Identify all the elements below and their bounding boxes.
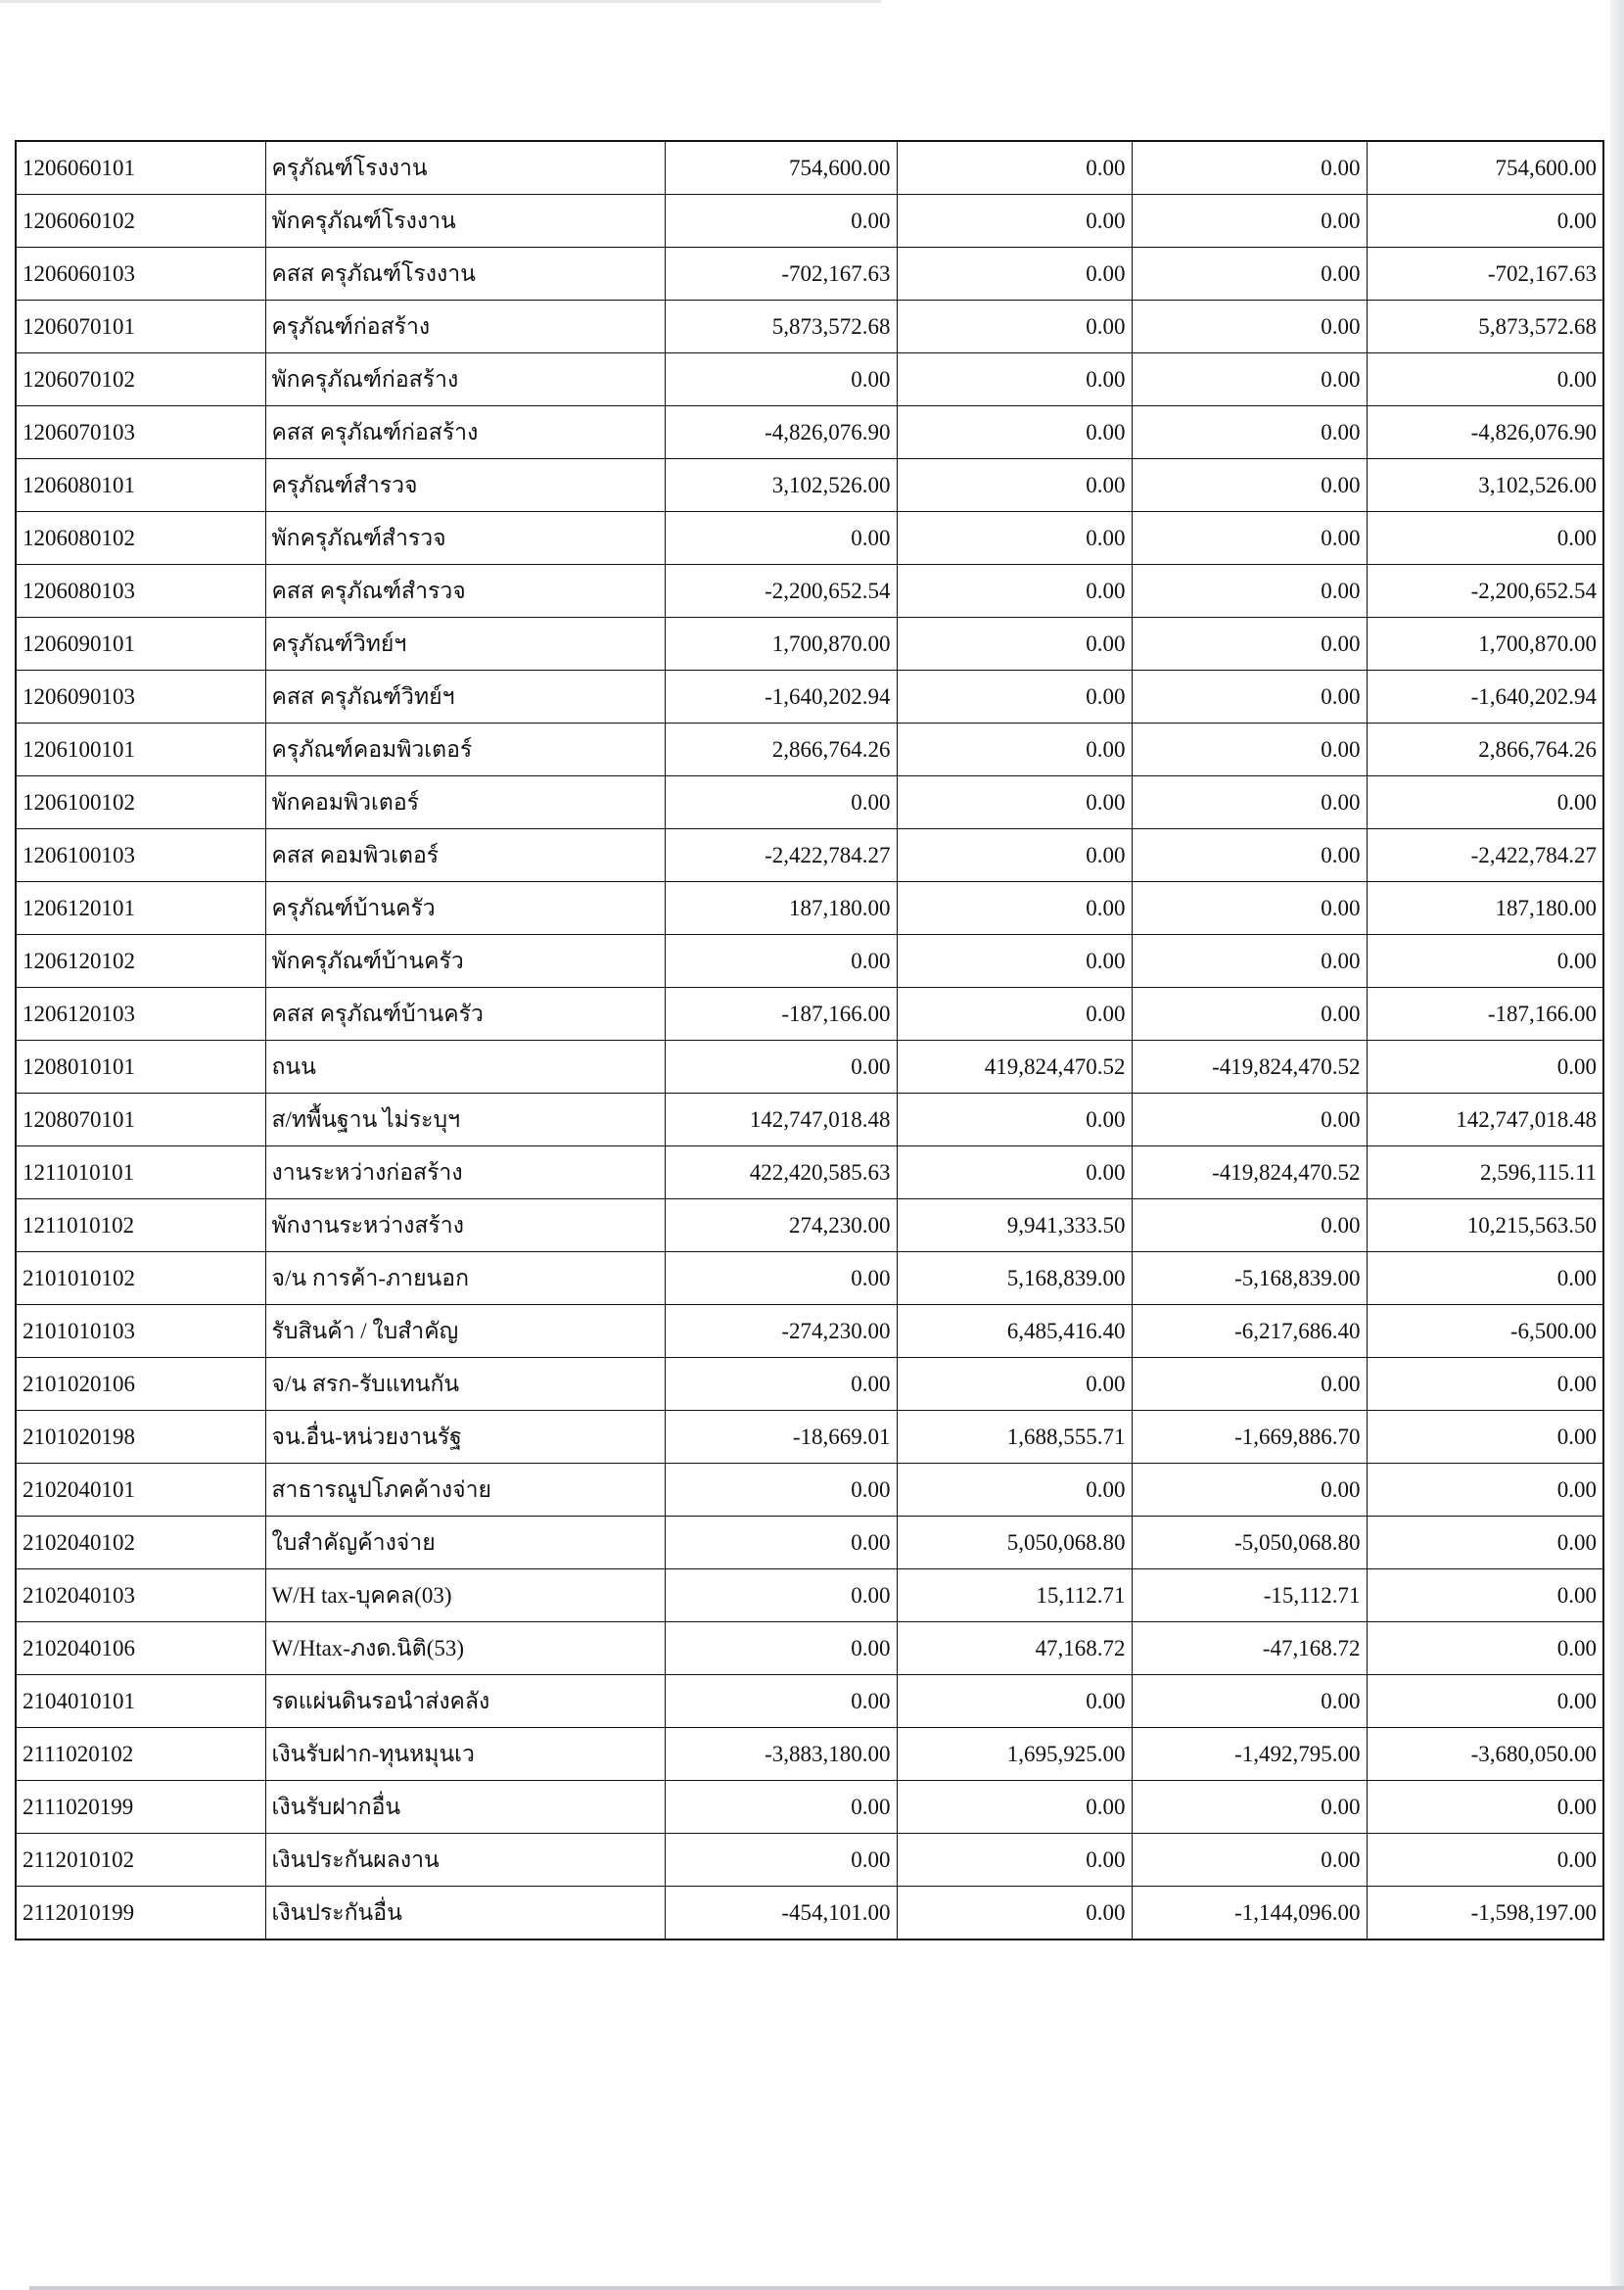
credit-cell: 0.00 — [1132, 671, 1367, 724]
credit-cell: 0.00 — [1132, 141, 1367, 195]
debit-cell: 9,941,333.50 — [897, 1199, 1132, 1252]
account-code-cell: 2102040103 — [16, 1569, 265, 1622]
table-row — [16, 1464, 1603, 1517]
debit-cell: 0.00 — [897, 882, 1132, 935]
table-row — [16, 1834, 1603, 1887]
ledger-table-body — [16, 141, 1603, 1939]
account-name-cell: รดแผ่นดินรอนำส่งคลัง — [265, 1675, 665, 1728]
ledger-table — [15, 140, 1604, 1940]
opening-balance-cell: -1,640,202.94 — [665, 671, 897, 724]
account-code-cell: 2111020102 — [16, 1728, 265, 1781]
credit-cell: -5,050,068.80 — [1132, 1517, 1367, 1569]
opening-balance-cell: 0.00 — [665, 1781, 897, 1834]
account-name-cell: พักครุภัณฑ์บ้านครัว — [265, 935, 665, 988]
table-row — [16, 1358, 1603, 1411]
table-row — [16, 618, 1603, 671]
opening-balance-cell: 3,102,526.00 — [665, 459, 897, 512]
closing-balance-cell: 1,700,870.00 — [1367, 618, 1603, 671]
account-code-cell: 1206100102 — [16, 776, 265, 829]
account-code-cell: 1206100103 — [16, 829, 265, 882]
opening-balance-cell: -2,422,784.27 — [665, 829, 897, 882]
account-code-cell: 1206070103 — [16, 406, 265, 459]
account-name-cell: พักครุภัณฑ์โรงงาน — [265, 195, 665, 248]
credit-cell: -419,824,470.52 — [1132, 1041, 1367, 1094]
account-code-cell: 1206080102 — [16, 512, 265, 565]
credit-cell: 0.00 — [1132, 1094, 1367, 1146]
account-code-cell: 2101010102 — [16, 1252, 265, 1305]
account-name-cell: คสส ครุภัณฑ์สำรวจ — [265, 565, 665, 618]
account-name-cell: พักครุภัณฑ์สำรวจ — [265, 512, 665, 565]
credit-cell: 0.00 — [1132, 724, 1367, 776]
credit-cell: 0.00 — [1132, 618, 1367, 671]
account-code-cell: 1206120102 — [16, 935, 265, 988]
debit-cell: 0.00 — [897, 724, 1132, 776]
table-row — [16, 935, 1603, 988]
debit-cell: 6,485,416.40 — [897, 1305, 1132, 1358]
account-name-cell: จ/น สรก-รับแทนกัน — [265, 1358, 665, 1411]
account-name-cell: ถนน — [265, 1041, 665, 1094]
closing-balance-cell: -3,680,050.00 — [1367, 1728, 1603, 1781]
account-code-cell: 2101020106 — [16, 1358, 265, 1411]
closing-balance-cell: -4,826,076.90 — [1367, 406, 1603, 459]
opening-balance-cell: 2,866,764.26 — [665, 724, 897, 776]
table-row — [16, 724, 1603, 776]
closing-balance-cell: 0.00 — [1367, 1675, 1603, 1728]
table-row — [16, 1781, 1603, 1834]
debit-cell: 0.00 — [897, 935, 1132, 988]
table-row — [16, 1305, 1603, 1358]
account-name-cell: สาธารณูปโภคค้างจ่าย — [265, 1464, 665, 1517]
opening-balance-cell: 5,873,572.68 — [665, 301, 897, 353]
account-name-cell: W/Htax-ภงด.นิติ(53) — [265, 1622, 665, 1675]
closing-balance-cell: 0.00 — [1367, 195, 1603, 248]
opening-balance-cell: 274,230.00 — [665, 1199, 897, 1252]
table-row — [16, 988, 1603, 1041]
opening-balance-cell: 754,600.00 — [665, 141, 897, 195]
opening-balance-cell: 0.00 — [665, 1358, 897, 1411]
account-code-cell: 2104010101 — [16, 1675, 265, 1728]
closing-balance-cell: 5,873,572.68 — [1367, 301, 1603, 353]
debit-cell: 0.00 — [897, 1675, 1132, 1728]
debit-cell: 0.00 — [897, 1834, 1132, 1887]
credit-cell: 0.00 — [1132, 935, 1367, 988]
opening-balance-cell: 187,180.00 — [665, 882, 897, 935]
account-name-cell: จ/น การค้า-ภายนอก — [265, 1252, 665, 1305]
table-row — [16, 1728, 1603, 1781]
closing-balance-cell: -702,167.63 — [1367, 248, 1603, 301]
account-code-cell: 1206060103 — [16, 248, 265, 301]
account-name-cell: คสส ครุภัณฑ์วิทย์ฯ — [265, 671, 665, 724]
table-row — [16, 1146, 1603, 1199]
debit-cell: 0.00 — [897, 776, 1132, 829]
account-name-cell: ครุภัณฑ์ก่อสร้าง — [265, 301, 665, 353]
debit-cell: 0.00 — [897, 618, 1132, 671]
account-code-cell: 1206100101 — [16, 724, 265, 776]
table-row — [16, 512, 1603, 565]
table-row — [16, 141, 1603, 195]
account-name-cell: คสส คอมพิวเตอร์ — [265, 829, 665, 882]
table-row — [16, 248, 1603, 301]
account-code-cell: 2101010103 — [16, 1305, 265, 1358]
table-row — [16, 829, 1603, 882]
debit-cell: 1,695,925.00 — [897, 1728, 1132, 1781]
table-row — [16, 195, 1603, 248]
debit-cell: 419,824,470.52 — [897, 1041, 1132, 1094]
credit-cell: 0.00 — [1132, 459, 1367, 512]
account-code-cell: 1206080101 — [16, 459, 265, 512]
account-code-cell: 2111020199 — [16, 1781, 265, 1834]
opening-balance-cell: 0.00 — [665, 1517, 897, 1569]
credit-cell: 0.00 — [1132, 829, 1367, 882]
closing-balance-cell: -2,422,784.27 — [1367, 829, 1603, 882]
debit-cell: 1,688,555.71 — [897, 1411, 1132, 1464]
account-code-cell: 1208010101 — [16, 1041, 265, 1094]
credit-cell: 0.00 — [1132, 565, 1367, 618]
closing-balance-cell: 2,596,115.11 — [1367, 1146, 1603, 1199]
debit-cell: 0.00 — [897, 406, 1132, 459]
closing-balance-cell: 0.00 — [1367, 1358, 1603, 1411]
table-row — [16, 1622, 1603, 1675]
closing-balance-cell: 0.00 — [1367, 353, 1603, 406]
opening-balance-cell: 0.00 — [665, 776, 897, 829]
credit-cell: 0.00 — [1132, 988, 1367, 1041]
credit-cell: 0.00 — [1132, 248, 1367, 301]
opening-balance-cell: -454,101.00 — [665, 1887, 897, 1940]
account-name-cell: ครุภัณฑ์โรงงาน — [265, 141, 665, 195]
opening-balance-cell: 0.00 — [665, 1464, 897, 1517]
credit-cell: -47,168.72 — [1132, 1622, 1367, 1675]
account-name-cell: ส/ทพื้นฐาน ไม่ระบุฯ — [265, 1094, 665, 1146]
account-name-cell: พักงานระหว่างสร้าง — [265, 1199, 665, 1252]
account-name-cell: พักครุภัณฑ์ก่อสร้าง — [265, 353, 665, 406]
opening-balance-cell: 0.00 — [665, 1834, 897, 1887]
credit-cell: 0.00 — [1132, 1675, 1367, 1728]
credit-cell: -1,144,096.00 — [1132, 1887, 1367, 1940]
credit-cell: 0.00 — [1132, 1781, 1367, 1834]
table-row — [16, 882, 1603, 935]
debit-cell: 0.00 — [897, 512, 1132, 565]
credit-cell: -6,217,686.40 — [1132, 1305, 1367, 1358]
account-name-cell: ครุภัณฑ์สำรวจ — [265, 459, 665, 512]
opening-balance-cell: -18,669.01 — [665, 1411, 897, 1464]
debit-cell: 0.00 — [897, 248, 1132, 301]
table-row — [16, 1199, 1603, 1252]
closing-balance-cell: 0.00 — [1367, 1569, 1603, 1622]
account-code-cell: 2101020198 — [16, 1411, 265, 1464]
opening-balance-cell: -4,826,076.90 — [665, 406, 897, 459]
account-code-cell: 1211010102 — [16, 1199, 265, 1252]
scan-edge-right — [1610, 0, 1624, 2290]
account-code-cell: 1206070102 — [16, 353, 265, 406]
closing-balance-cell: -6,500.00 — [1367, 1305, 1603, 1358]
account-name-cell: รับสินค้า / ใบสำคัญ — [265, 1305, 665, 1358]
table-row — [16, 671, 1603, 724]
closing-balance-cell: -187,166.00 — [1367, 988, 1603, 1041]
table-row — [16, 353, 1603, 406]
account-code-cell: 2102040106 — [16, 1622, 265, 1675]
opening-balance-cell: 0.00 — [665, 935, 897, 988]
credit-cell: -15,112.71 — [1132, 1569, 1367, 1622]
opening-balance-cell: -274,230.00 — [665, 1305, 897, 1358]
account-code-cell: 2102040102 — [16, 1517, 265, 1569]
opening-balance-cell: 0.00 — [665, 1041, 897, 1094]
table-row — [16, 406, 1603, 459]
closing-balance-cell: 0.00 — [1367, 1464, 1603, 1517]
account-name-cell: พักคอมพิวเตอร์ — [265, 776, 665, 829]
credit-cell: 0.00 — [1132, 195, 1367, 248]
opening-balance-cell: 0.00 — [665, 1622, 897, 1675]
credit-cell: -1,492,795.00 — [1132, 1728, 1367, 1781]
credit-cell: 0.00 — [1132, 882, 1367, 935]
account-code-cell: 1206070101 — [16, 301, 265, 353]
account-name-cell: เงินรับฝากอื่น — [265, 1781, 665, 1834]
account-name-cell: จน.อื่น-หน่วยงานรัฐ — [265, 1411, 665, 1464]
account-code-cell: 2102040101 — [16, 1464, 265, 1517]
account-code-cell: 1206060102 — [16, 195, 265, 248]
table-row — [16, 301, 1603, 353]
opening-balance-cell: -2,200,652.54 — [665, 565, 897, 618]
account-code-cell: 1206060101 — [16, 141, 265, 195]
scan-edge-bottom — [29, 2286, 1624, 2290]
debit-cell: 5,050,068.80 — [897, 1517, 1132, 1569]
opening-balance-cell: 0.00 — [665, 195, 897, 248]
debit-cell: 0.00 — [897, 1781, 1132, 1834]
table-row — [16, 1675, 1603, 1728]
credit-cell: -5,168,839.00 — [1132, 1252, 1367, 1305]
closing-balance-cell: 10,215,563.50 — [1367, 1199, 1603, 1252]
table-row — [16, 565, 1603, 618]
opening-balance-cell: 1,700,870.00 — [665, 618, 897, 671]
account-name-cell: W/H tax-บุคคล(03) — [265, 1569, 665, 1622]
credit-cell: 0.00 — [1132, 406, 1367, 459]
credit-cell: 0.00 — [1132, 1834, 1367, 1887]
debit-cell: 0.00 — [897, 1887, 1132, 1940]
closing-balance-cell: 2,866,764.26 — [1367, 724, 1603, 776]
closing-balance-cell: 0.00 — [1367, 1781, 1603, 1834]
table-row — [16, 459, 1603, 512]
opening-balance-cell: 422,420,585.63 — [665, 1146, 897, 1199]
closing-balance-cell: 0.00 — [1367, 1517, 1603, 1569]
debit-cell: 0.00 — [897, 459, 1132, 512]
closing-balance-cell: 754,600.00 — [1367, 141, 1603, 195]
table-row — [16, 1411, 1603, 1464]
account-code-cell: 1206080103 — [16, 565, 265, 618]
debit-cell: 0.00 — [897, 141, 1132, 195]
debit-cell: 0.00 — [897, 829, 1132, 882]
debit-cell: 0.00 — [897, 1464, 1132, 1517]
debit-cell: 47,168.72 — [897, 1622, 1132, 1675]
opening-balance-cell: 142,747,018.48 — [665, 1094, 897, 1146]
account-name-cell: งานระหว่างก่อสร้าง — [265, 1146, 665, 1199]
closing-balance-cell: 0.00 — [1367, 1834, 1603, 1887]
closing-balance-cell: 0.00 — [1367, 935, 1603, 988]
credit-cell: -419,824,470.52 — [1132, 1146, 1367, 1199]
account-name-cell: เงินรับฝาก-ทุนหมุนเว — [265, 1728, 665, 1781]
account-name-cell: คสส ครุภัณฑ์บ้านครัว — [265, 988, 665, 1041]
table-row — [16, 1041, 1603, 1094]
account-code-cell: 1211010101 — [16, 1146, 265, 1199]
opening-balance-cell: 0.00 — [665, 1569, 897, 1622]
opening-balance-cell: 0.00 — [665, 1675, 897, 1728]
opening-balance-cell: -702,167.63 — [665, 248, 897, 301]
account-code-cell: 1206120103 — [16, 988, 265, 1041]
credit-cell: 0.00 — [1132, 1358, 1367, 1411]
credit-cell: 0.00 — [1132, 353, 1367, 406]
credit-cell: 0.00 — [1132, 512, 1367, 565]
closing-balance-cell: 0.00 — [1367, 1252, 1603, 1305]
account-name-cell: คสส ครุภัณฑ์ก่อสร้าง — [265, 406, 665, 459]
closing-balance-cell: -1,598,197.00 — [1367, 1887, 1603, 1940]
debit-cell: 0.00 — [897, 1146, 1132, 1199]
opening-balance-cell: -187,166.00 — [665, 988, 897, 1041]
account-code-cell: 2112010199 — [16, 1887, 265, 1940]
closing-balance-cell: 0.00 — [1367, 776, 1603, 829]
credit-cell: 0.00 — [1132, 301, 1367, 353]
closing-balance-cell: 3,102,526.00 — [1367, 459, 1603, 512]
scan-edge-top — [0, 0, 881, 3]
debit-cell: 0.00 — [897, 301, 1132, 353]
opening-balance-cell: 0.00 — [665, 1252, 897, 1305]
debit-cell: 0.00 — [897, 195, 1132, 248]
debit-cell: 0.00 — [897, 353, 1132, 406]
closing-balance-cell: 187,180.00 — [1367, 882, 1603, 935]
opening-balance-cell: -3,883,180.00 — [665, 1728, 897, 1781]
table-row — [16, 1252, 1603, 1305]
account-name-cell: ครุภัณฑ์คอมพิวเตอร์ — [265, 724, 665, 776]
debit-cell: 0.00 — [897, 565, 1132, 618]
credit-cell: 0.00 — [1132, 1464, 1367, 1517]
opening-balance-cell: 0.00 — [665, 512, 897, 565]
closing-balance-cell: 0.00 — [1367, 512, 1603, 565]
debit-cell: 15,112.71 — [897, 1569, 1132, 1622]
debit-cell: 0.00 — [897, 1094, 1132, 1146]
table-row — [16, 1517, 1603, 1569]
credit-cell: -1,669,886.70 — [1132, 1411, 1367, 1464]
account-code-cell: 1206120101 — [16, 882, 265, 935]
account-code-cell: 1206090103 — [16, 671, 265, 724]
closing-balance-cell: 0.00 — [1367, 1411, 1603, 1464]
account-name-cell: เงินประกันผลงาน — [265, 1834, 665, 1887]
debit-cell: 0.00 — [897, 988, 1132, 1041]
closing-balance-cell: 0.00 — [1367, 1041, 1603, 1094]
closing-balance-cell: -1,640,202.94 — [1367, 671, 1603, 724]
table-row — [16, 776, 1603, 829]
closing-balance-cell: 142,747,018.48 — [1367, 1094, 1603, 1146]
account-name-cell: เงินประกันอื่น — [265, 1887, 665, 1940]
debit-cell: 0.00 — [897, 671, 1132, 724]
closing-balance-cell: 0.00 — [1367, 1622, 1603, 1675]
credit-cell: 0.00 — [1132, 776, 1367, 829]
credit-cell: 0.00 — [1132, 1199, 1367, 1252]
account-name-cell: ใบสำคัญค้างจ่าย — [265, 1517, 665, 1569]
table-row — [16, 1887, 1603, 1940]
account-name-cell: ครุภัณฑ์วิทย์ฯ — [265, 618, 665, 671]
closing-balance-cell: -2,200,652.54 — [1367, 565, 1603, 618]
account-name-cell: ครุภัณฑ์บ้านครัว — [265, 882, 665, 935]
account-code-cell: 2112010102 — [16, 1834, 265, 1887]
debit-cell: 0.00 — [897, 1358, 1132, 1411]
account-code-cell: 1206090101 — [16, 618, 265, 671]
account-name-cell: คสส ครุภัณฑ์โรงงาน — [265, 248, 665, 301]
table-row — [16, 1569, 1603, 1622]
debit-cell: 5,168,839.00 — [897, 1252, 1132, 1305]
opening-balance-cell: 0.00 — [665, 353, 897, 406]
table-row — [16, 1094, 1603, 1146]
account-code-cell: 1208070101 — [16, 1094, 265, 1146]
